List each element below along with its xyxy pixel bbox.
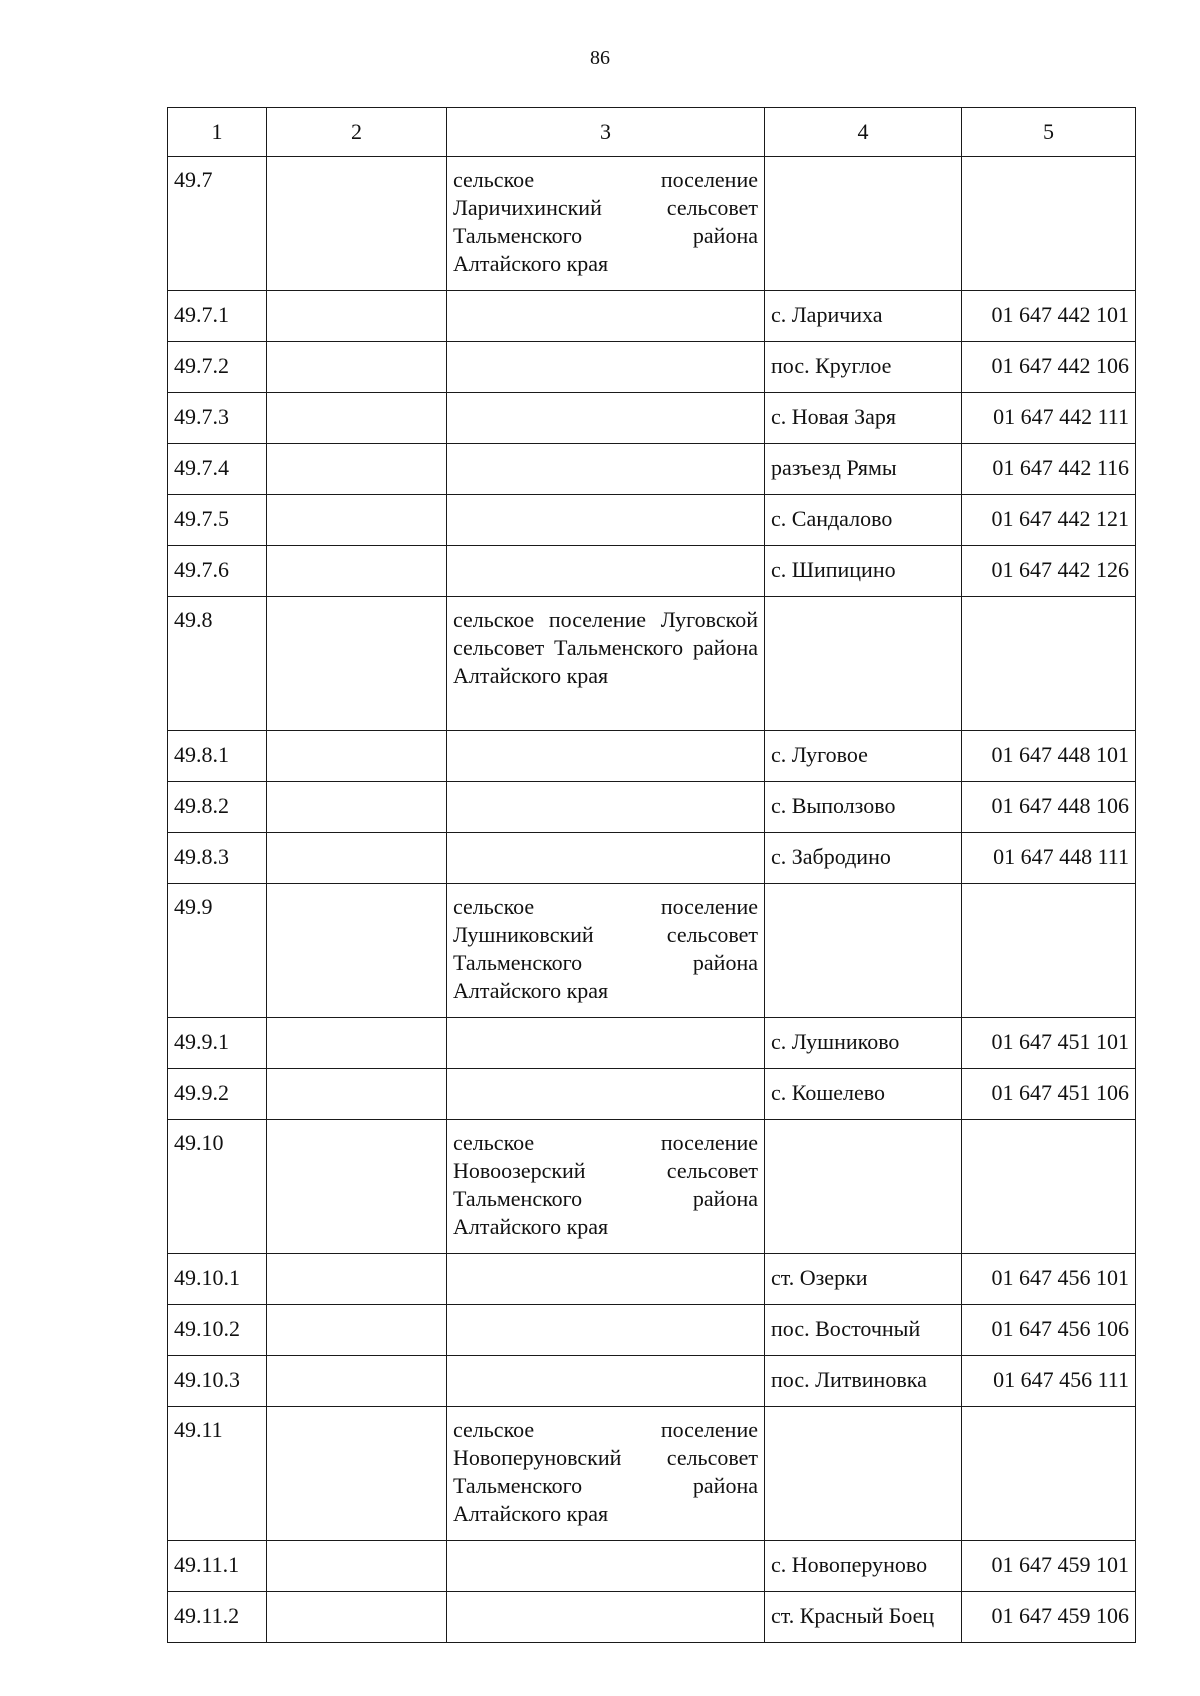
cell-code bbox=[962, 884, 1136, 1018]
cell-locality: с. Лушниково bbox=[765, 1018, 962, 1069]
cell-locality bbox=[765, 597, 962, 731]
table-row bbox=[168, 1305, 1136, 1356]
cell-col2 bbox=[267, 444, 447, 495]
cell-col2 bbox=[267, 884, 447, 1018]
table-row bbox=[168, 782, 1136, 833]
cell-col2 bbox=[267, 1407, 447, 1541]
header-cell-2: 2 bbox=[267, 108, 447, 157]
cell-code: 01 647 442 101 bbox=[962, 291, 1136, 342]
table-row bbox=[168, 1018, 1136, 1069]
cell-code: 01 647 442 116 bbox=[962, 444, 1136, 495]
cell-locality: пос. Восточный bbox=[765, 1305, 962, 1356]
cell-locality: с. Шипицино bbox=[765, 546, 962, 597]
cell-settlement bbox=[447, 393, 765, 444]
cell-settlement: сельское поселение Луговской сельсовет Тальменского района Алтайского края bbox=[447, 597, 765, 731]
cell-number: 49.10.1 bbox=[168, 1254, 267, 1305]
cell-locality: с. Новоперуново bbox=[765, 1541, 962, 1592]
cell-settlement bbox=[447, 1541, 765, 1592]
cell-col2 bbox=[267, 1356, 447, 1407]
cell-settlement bbox=[447, 782, 765, 833]
cell-settlement: сельское поселение Новоперуновский сельсовет Тальменского района Алтайского края bbox=[447, 1407, 765, 1541]
cell-settlement bbox=[447, 1592, 765, 1643]
cell-code: 01 647 442 121 bbox=[962, 495, 1136, 546]
table-row bbox=[168, 1356, 1136, 1407]
cell-number: 49.8 bbox=[168, 597, 267, 731]
header-row bbox=[168, 108, 1136, 157]
cell-settlement bbox=[447, 1305, 765, 1356]
table-row-settlement bbox=[168, 157, 1136, 291]
cell-locality: с. Новая Заря bbox=[765, 393, 962, 444]
cell-number: 49.10.2 bbox=[168, 1305, 267, 1356]
cell-locality: ст. Озерки bbox=[765, 1254, 962, 1305]
cell-col2 bbox=[267, 782, 447, 833]
cell-code: 01 647 448 106 bbox=[962, 782, 1136, 833]
cell-col2 bbox=[267, 1069, 447, 1120]
cell-col2 bbox=[267, 393, 447, 444]
cell-number: 49.9.1 bbox=[168, 1018, 267, 1069]
cell-col2 bbox=[267, 495, 447, 546]
table-row bbox=[168, 291, 1136, 342]
table-row bbox=[168, 444, 1136, 495]
cell-settlement bbox=[447, 1254, 765, 1305]
page-number: 86 bbox=[590, 47, 610, 69]
cell-number: 49.11.1 bbox=[168, 1541, 267, 1592]
cell-number: 49.9 bbox=[168, 884, 267, 1018]
table-row bbox=[168, 393, 1136, 444]
cell-number: 49.7 bbox=[168, 157, 267, 291]
cell-code: 01 647 456 111 bbox=[962, 1356, 1136, 1407]
cell-settlement bbox=[447, 1069, 765, 1120]
cell-locality: с. Выползово bbox=[765, 782, 962, 833]
cell-number: 49.10.3 bbox=[168, 1356, 267, 1407]
cell-settlement bbox=[447, 1356, 765, 1407]
cell-number: 49.10 bbox=[168, 1120, 267, 1254]
cell-code: 01 647 459 106 bbox=[962, 1592, 1136, 1643]
cell-code: 01 647 456 106 bbox=[962, 1305, 1136, 1356]
table-row bbox=[168, 1541, 1136, 1592]
cell-settlement bbox=[447, 291, 765, 342]
cell-number: 49.11.2 bbox=[168, 1592, 267, 1643]
cell-number: 49.11 bbox=[168, 1407, 267, 1541]
cell-code: 01 647 448 111 bbox=[962, 833, 1136, 884]
table-row bbox=[168, 1592, 1136, 1643]
cell-settlement bbox=[447, 546, 765, 597]
cell-locality bbox=[765, 157, 962, 291]
cell-code: 01 647 459 101 bbox=[962, 1541, 1136, 1592]
table-row-settlement bbox=[168, 1407, 1136, 1541]
cell-locality: с. Забродино bbox=[765, 833, 962, 884]
cell-settlement bbox=[447, 1018, 765, 1069]
cell-settlement bbox=[447, 495, 765, 546]
cell-number: 49.8.2 bbox=[168, 782, 267, 833]
cell-code: 01 647 456 101 bbox=[962, 1254, 1136, 1305]
header-cell-3: 3 bbox=[447, 108, 765, 157]
cell-locality: ст. Красный Боец bbox=[765, 1592, 962, 1643]
cell-settlement bbox=[447, 444, 765, 495]
cell-code: 01 647 448 101 bbox=[962, 731, 1136, 782]
cell-code: 01 647 442 126 bbox=[962, 546, 1136, 597]
cell-locality bbox=[765, 1407, 962, 1541]
cell-code: 01 647 451 106 bbox=[962, 1069, 1136, 1120]
cell-col2 bbox=[267, 1254, 447, 1305]
table-row bbox=[168, 1069, 1136, 1120]
cell-locality bbox=[765, 1120, 962, 1254]
cell-locality: пос. Круглое bbox=[765, 342, 962, 393]
cell-col2 bbox=[267, 1305, 447, 1356]
cell-col2 bbox=[267, 546, 447, 597]
cell-code: 01 647 451 101 bbox=[962, 1018, 1136, 1069]
table-row bbox=[168, 1254, 1136, 1305]
cell-col2 bbox=[267, 1120, 447, 1254]
cell-col2 bbox=[267, 291, 447, 342]
header-cell-4: 4 bbox=[765, 108, 962, 157]
cell-col2 bbox=[267, 342, 447, 393]
cell-locality: с. Ларичиха bbox=[765, 291, 962, 342]
header-cell-5: 5 bbox=[962, 108, 1136, 157]
table-row bbox=[168, 342, 1136, 393]
cell-col2 bbox=[267, 1018, 447, 1069]
cell-settlement bbox=[447, 833, 765, 884]
table-row-settlement bbox=[168, 597, 1136, 731]
cell-locality: с. Кошелево bbox=[765, 1069, 962, 1120]
table-row bbox=[168, 546, 1136, 597]
cell-number: 49.7.3 bbox=[168, 393, 267, 444]
table-row-settlement bbox=[168, 1120, 1136, 1254]
cell-settlement: сельское поселение Лушниковский сельсовет Тальменского района Алтайского края bbox=[447, 884, 765, 1018]
cell-code bbox=[962, 1120, 1136, 1254]
cell-locality: пос. Литвиновка bbox=[765, 1356, 962, 1407]
table-row bbox=[168, 833, 1136, 884]
cell-number: 49.7.6 bbox=[168, 546, 267, 597]
settlement-registry-table bbox=[167, 107, 1136, 1643]
table-row bbox=[168, 495, 1136, 546]
cell-code bbox=[962, 157, 1136, 291]
cell-number: 49.7.4 bbox=[168, 444, 267, 495]
header-cell-1: 1 bbox=[168, 108, 267, 157]
table-row bbox=[168, 731, 1136, 782]
table-row-settlement bbox=[168, 884, 1136, 1018]
cell-locality bbox=[765, 884, 962, 1018]
cell-number: 49.9.2 bbox=[168, 1069, 267, 1120]
cell-col2 bbox=[267, 1592, 447, 1643]
cell-col2 bbox=[267, 1541, 447, 1592]
cell-code: 01 647 442 106 bbox=[962, 342, 1136, 393]
cell-locality: разъезд Рямы bbox=[765, 444, 962, 495]
cell-code bbox=[962, 597, 1136, 731]
cell-locality: с. Луговое bbox=[765, 731, 962, 782]
cell-number: 49.8.1 bbox=[168, 731, 267, 782]
cell-settlement: сельское поселение Ларичихинский сельсовет Тальменского района Алтайского края bbox=[447, 157, 765, 291]
cell-code: 01 647 442 111 bbox=[962, 393, 1136, 444]
cell-code bbox=[962, 1407, 1136, 1541]
cell-col2 bbox=[267, 157, 447, 291]
cell-locality: с. Сандалово bbox=[765, 495, 962, 546]
cell-col2 bbox=[267, 731, 447, 782]
cell-number: 49.7.5 bbox=[168, 495, 267, 546]
cell-col2 bbox=[267, 597, 447, 731]
cell-col2 bbox=[267, 833, 447, 884]
cell-settlement bbox=[447, 342, 765, 393]
cell-settlement bbox=[447, 731, 765, 782]
cell-settlement: сельское поселение Новоозерский сельсовет Тальменского района Алтайского края bbox=[447, 1120, 765, 1254]
cell-number: 49.7.2 bbox=[168, 342, 267, 393]
cell-number: 49.8.3 bbox=[168, 833, 267, 884]
cell-number: 49.7.1 bbox=[168, 291, 267, 342]
